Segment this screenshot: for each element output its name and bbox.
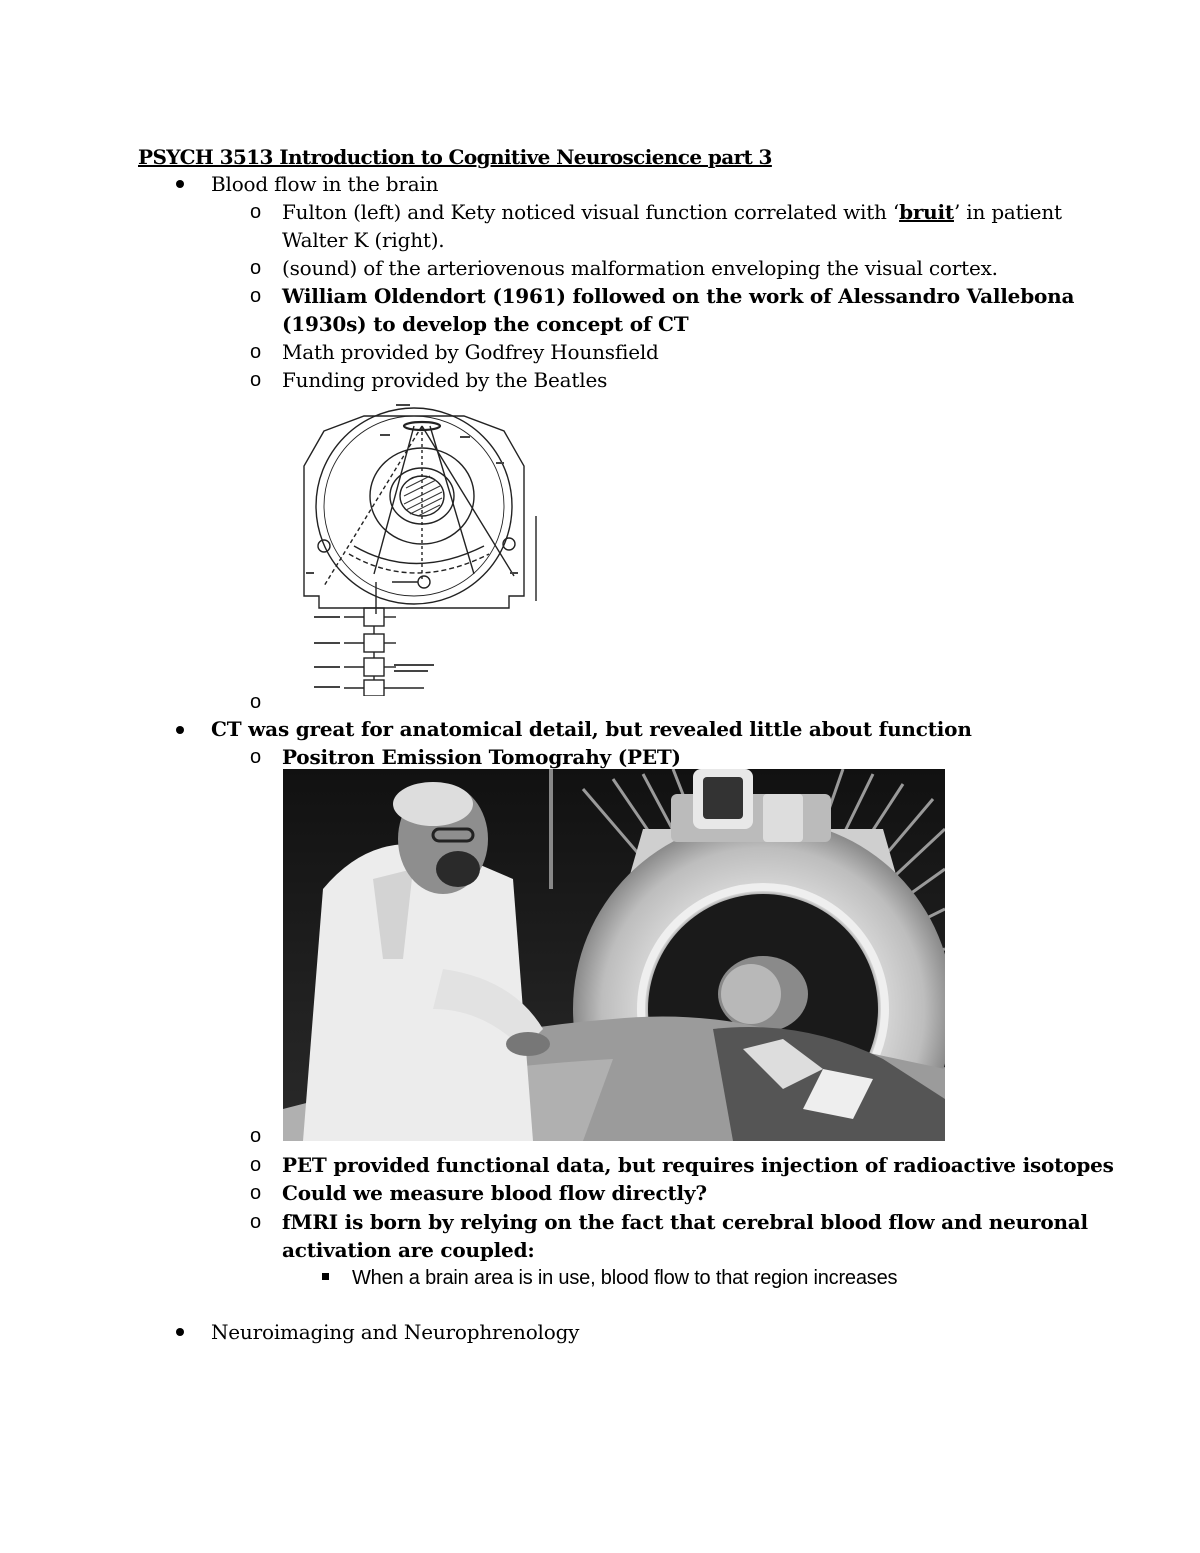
sub-bullet-fmri: fMRI is born by relying on the fact that cerebral blood flow and neuronal	[282, 1210, 1088, 1234]
sub-bullet-beatles: Funding provided by the Beatles	[282, 368, 608, 392]
sub-bullet-marker: o	[250, 341, 262, 363]
sub-bullet-pet-isotopes: PET provided functional data, but requires injection of radioactive isotopes	[282, 1153, 1114, 1177]
bullet-blood-flow: Blood flow in the brain	[211, 172, 439, 196]
bullet-dot	[176, 180, 184, 188]
text-fragment: Fulton (left) and Kety noticed visual function correlated with ‘	[282, 200, 900, 224]
term-bruit: bruit	[899, 200, 954, 224]
sub-bullet-marker: o	[250, 257, 262, 279]
sub-sub-bullet-marker	[322, 1273, 329, 1280]
sub-bullet-marker: o	[250, 369, 262, 391]
sub-bullet-continuation: Walter K (right).	[282, 228, 445, 252]
sub-bullet-marker: o	[250, 1211, 262, 1233]
document-title: PSYCH 3513 Introduction to Cognitive Neuroscience part 3	[138, 145, 772, 169]
sub-bullet-fulton-kety	[282, 198, 1062, 226]
bullet-neuroimaging: Neuroimaging and Neurophrenology	[211, 1320, 580, 1344]
sub-bullet-continuation: (1930s) to develop the concept of CT	[282, 312, 689, 336]
sub-bullet-sound: (sound) of the arteriovenous malformation enveloping the visual cortex.	[282, 256, 998, 280]
sub-bullet-marker: o	[250, 691, 262, 713]
sub-bullet-blood-flow-question: Could we measure blood flow directly?	[282, 1181, 707, 1205]
sub-bullet-marker: o	[250, 1125, 262, 1147]
sub-bullet-oldendort: William Oldendort (1961) followed on the work of Alessandro Vallebona	[282, 284, 1075, 308]
sub-bullet-marker: o	[250, 1182, 262, 1204]
sub-bullet-marker: o	[250, 1154, 262, 1176]
sub-bullet-hounsfield: Math provided by Godfrey Hounsfield	[282, 340, 659, 364]
bullet-dot	[176, 726, 184, 734]
sub-bullet-marker: o	[250, 285, 262, 307]
text-fragment: ’ in patient	[953, 200, 1062, 224]
pet-scanner-photo	[283, 769, 945, 1141]
sub-bullet-pet: Positron Emission Tomograhy (PET)	[282, 745, 681, 769]
sub-sub-bullet-blood-flow-increase: When a brain area is in use, blood flow to that region increases	[352, 1267, 898, 1289]
bullet-dot	[176, 1328, 184, 1336]
sub-bullet-marker: o	[250, 201, 262, 223]
sub-bullet-continuation: activation are coupled:	[282, 1238, 535, 1262]
bullet-ct-anatomical: CT was great for anatomical detail, but revealed little about function	[211, 717, 972, 741]
sub-bullet-marker: o	[250, 746, 262, 768]
ct-scanner-diagram	[284, 396, 544, 696]
